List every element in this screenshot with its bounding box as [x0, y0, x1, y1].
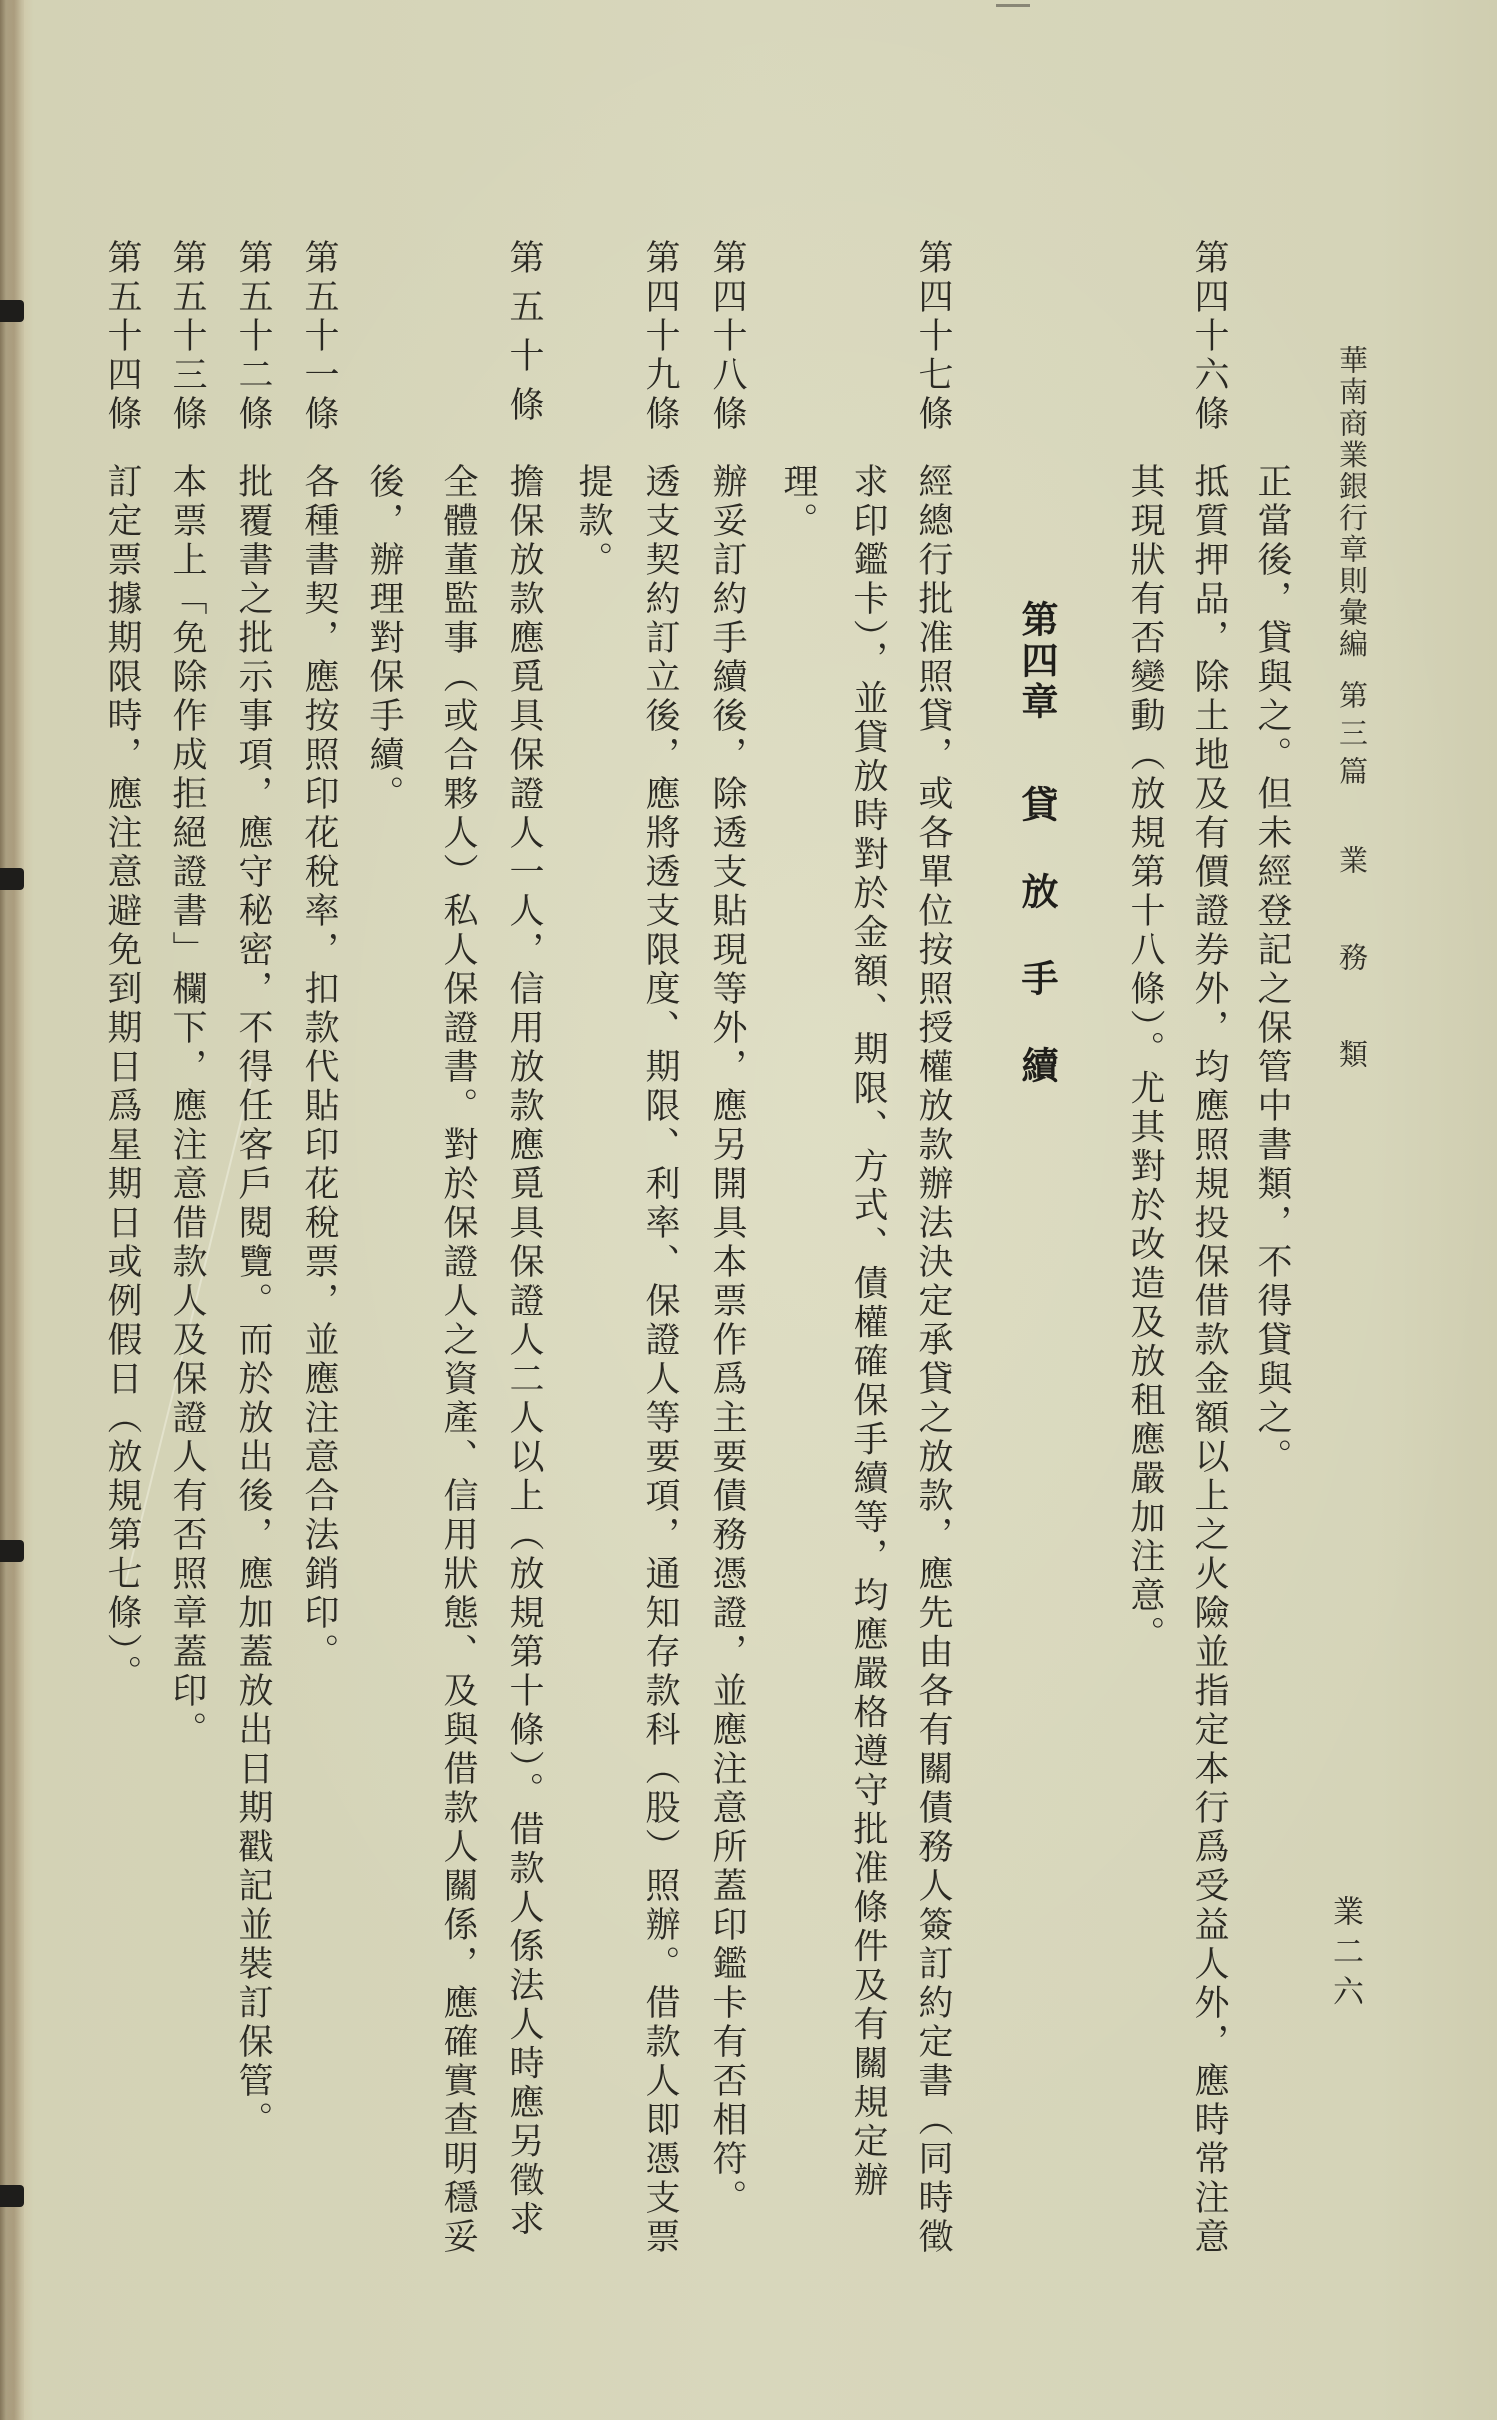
article-47-line-3: 理。: [778, 463, 818, 541]
binding-thread: [0, 1540, 24, 1562]
article-46-line-1: 抵質押品，除土地及有價證券外，均應照規投保借款金額以上之火險並指定本行爲受益人外，應時常注意: [1189, 463, 1229, 2257]
article-53-line-1: 本票上「免除作成拒絕證書」欄下，應注意借款人及保證人有否照章蓋印。: [167, 463, 207, 1750]
article-49-line-2: 提款。: [573, 463, 613, 580]
binding-thread: [0, 2185, 24, 2207]
article-47-line-1: 經總行批准照貸，或各單位按照授權放款辦法決定承貸之放款，應先由各有關債務人簽訂約定書（同時徵: [913, 463, 953, 2257]
scan-mark: [996, 4, 1030, 7]
running-header-part: 第三篇: [1335, 680, 1369, 794]
binding-edge: [0, 0, 24, 2420]
binding-thread: [0, 300, 24, 322]
article-52-label: 第五十二條: [233, 239, 273, 434]
running-header-title: 華南商業銀行章則彙編: [1335, 345, 1369, 660]
article-50-label: 第五十條: [504, 239, 544, 435]
chapter-number: 第四章: [1015, 600, 1058, 723]
article-54-label: 第五十四條: [102, 239, 142, 434]
article-52-line-1: 批覆書之批示事項，應守秘密，不得任客戶閱覽。而於放出後，應加蓋放出日期戳記並裝訂保管。: [233, 463, 273, 2140]
article-49-label: 第四十九條: [640, 239, 680, 434]
article-47-line-2: 求印鑑卡），並貸放時對於金額、期限、方式、債權確保手續等，均應嚴格遵守批准條件及有關規定辦: [848, 463, 888, 2201]
article-51-line-1: 各種書契，應按照印花稅率，扣款代貼印花稅票，並應注意合法銷印。: [299, 463, 339, 1672]
article-48-label: 第四十八條: [707, 239, 747, 434]
running-header-category: 業務類: [1335, 845, 1369, 1136]
article-53-label: 第五十三條: [167, 239, 207, 434]
article-50-line-3: 後，辦理對保手續。: [364, 463, 404, 814]
page-number: 業二六: [1327, 1895, 1363, 2015]
article-50-line-1: 擔保放款應覓具保證人一人，信用放款應覓具保證人二人以上（放規第十條）。借款人係法人時應另徵求: [504, 463, 544, 2240]
article-54-line-1: 訂定票據期限時，應注意避免到期日爲星期日或例假日（放規第七條）。: [102, 463, 142, 1694]
article-46-label: 第四十六條: [1189, 239, 1229, 434]
article-51-label: 第五十一條: [299, 239, 339, 434]
carryover-line: 正當後，貸與之。但未經登記之保管中書類，不得貸與之。: [1252, 463, 1292, 1477]
article-47-label: 第四十七條: [913, 239, 953, 434]
article-46-line-2: 其現狀有否變動（放規第十八條）。尤其對於改造及放租應嚴加注意。: [1125, 463, 1165, 1655]
article-48-line-1: 辦妥訂約手續後，除透支貼現等外，應另開具本票作爲主要債務憑證，並應注意所蓋印鑑卡有否相符。: [707, 463, 747, 2218]
article-50-line-2: 全體董監事（或合夥人）私人保證書。對於保證人之資產、信用狀態、及與借款人關係，應確實查明穩妥: [438, 463, 478, 2257]
article-49-line-1: 透支契約訂立後，應將透支限度、期限、利率、保證人等要項，通知存款科（股）照辦。借款人即憑支票: [640, 463, 680, 2257]
binding-thread: [0, 868, 24, 890]
chapter-title: 貸放手續: [1015, 785, 1058, 1133]
